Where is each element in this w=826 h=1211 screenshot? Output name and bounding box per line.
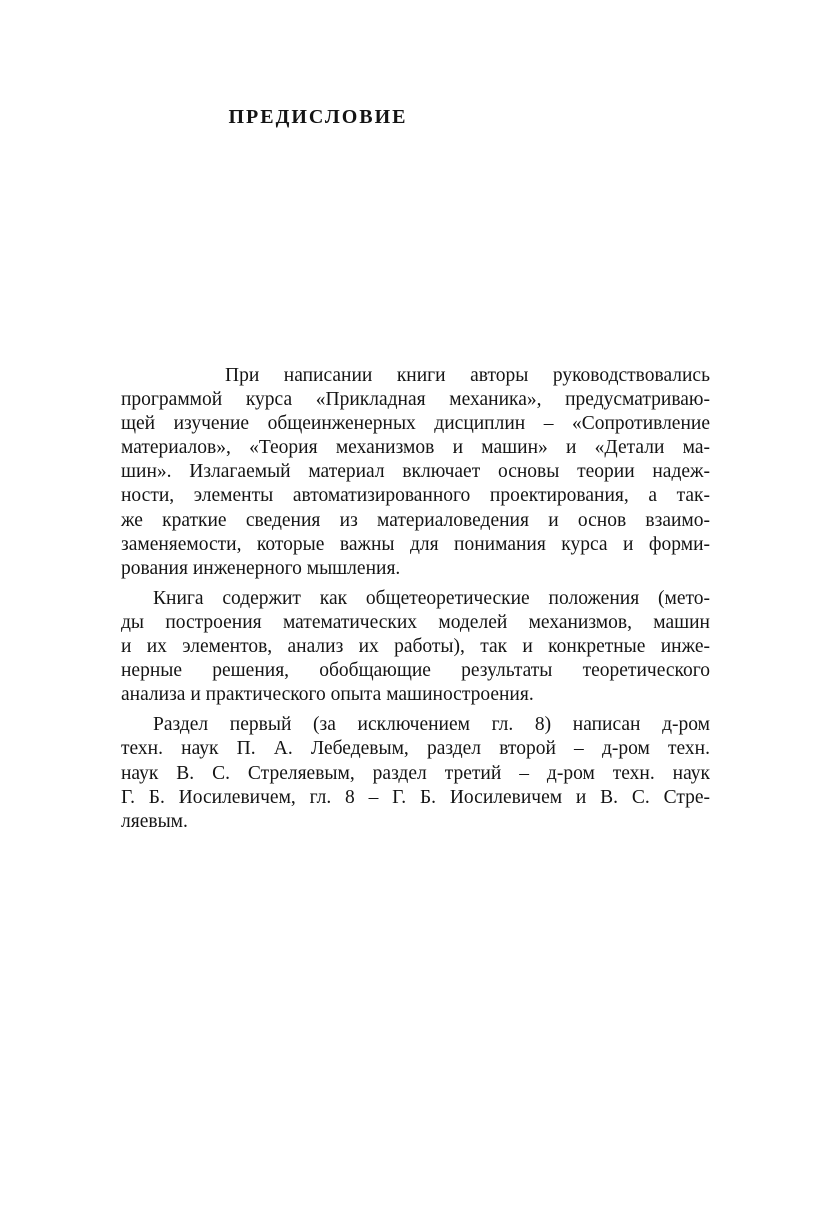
text-line: анализа и практического опыта машиностроения. <box>121 684 534 706</box>
text-line: щей изучение общеинженерных дисциплин – «Сопротивление <box>121 413 710 435</box>
text-line: ности, элементы автоматизированного проектирования, а так- <box>121 485 710 507</box>
paragraph-3 <box>121 713 710 833</box>
text-line: ляевым. <box>121 810 188 832</box>
text-line: наук В. С. Стреляевым, раздел третий – д-ром техн. наук <box>121 762 710 784</box>
paragraph-2 <box>121 587 710 707</box>
text-line: ды построения математических моделей механизмов, машин <box>121 611 710 633</box>
text-line: Г. Б. Иосилевичем, гл. 8 – Г. Б. Иосилевичем и В. С. Стре- <box>121 786 710 808</box>
text-line: нерные решения, обобщающие результаты теоретического <box>121 660 710 682</box>
text-line: материалов», «Теория механизмов и машин» и «Детали ма- <box>121 437 710 459</box>
page-title: ПРЕДИСЛОВИЕ <box>228 106 408 128</box>
text-line: При написании книги авторы руководствовались <box>225 365 710 386</box>
text-line: Раздел первый (за исключением гл. 8) написан д-ром <box>153 714 710 736</box>
text-line: программой курса «Прикладная механика», предусматриваю- <box>121 389 710 411</box>
preface-body <box>121 364 710 834</box>
text-line: и их элементов, анализ их работы), так и конкретные инже- <box>121 636 710 658</box>
text-line: же краткие сведения из материаловедения и основ взаимо- <box>121 509 710 531</box>
text-line: Книга содержит как общетеоретические положения (мето- <box>153 587 710 609</box>
text-line: рования инженерного мышления. <box>121 557 401 579</box>
paragraph-1 <box>121 364 710 581</box>
text-line: шин». Излагаемый материал включает основы теории надеж- <box>121 461 710 483</box>
text-line: заменяемости, которые важны для понимания курса и форми- <box>121 533 710 555</box>
text-line: техн. наук П. А. Лебедевым, раздел второй – д-ром техн. <box>121 738 710 760</box>
